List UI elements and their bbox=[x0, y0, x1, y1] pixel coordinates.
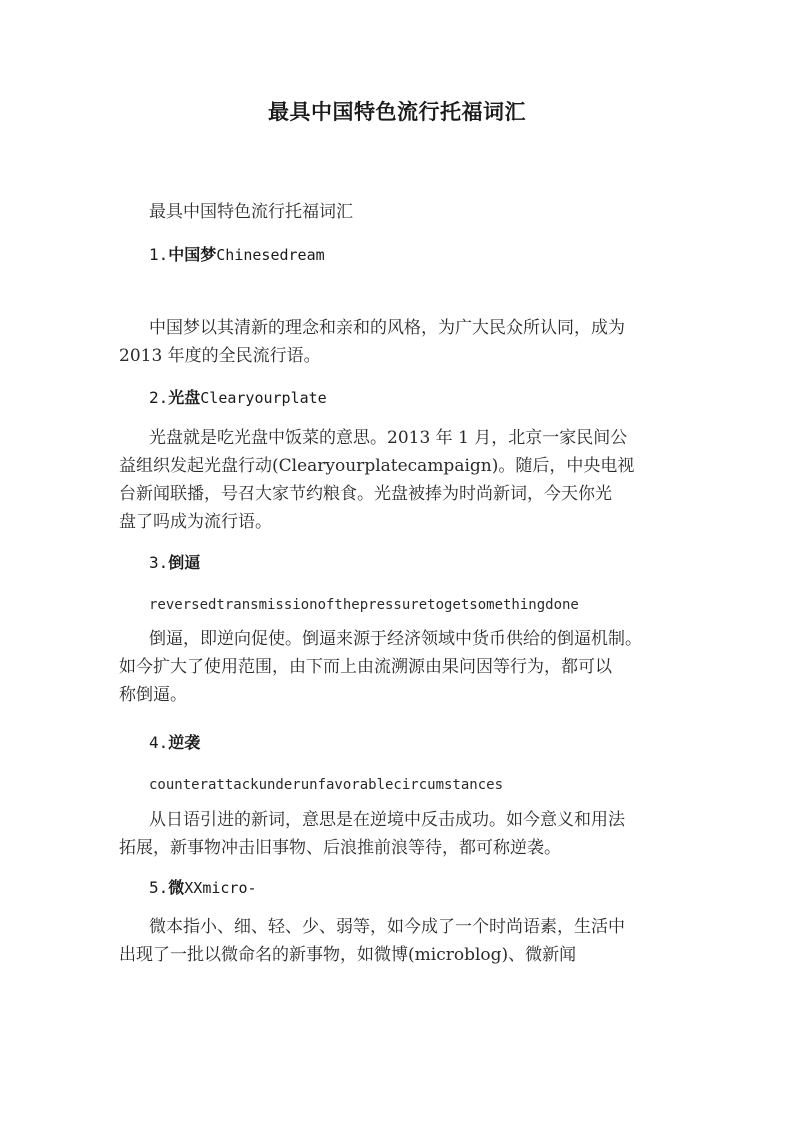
body-line: 2013 年度的全民流行语。 bbox=[119, 346, 321, 366]
section-number: 2. bbox=[149, 388, 169, 407]
section-heading-4 bbox=[149, 731, 200, 755]
page-title: 最具中国特色流行托福词汇 bbox=[268, 100, 526, 124]
section-heading-1 bbox=[149, 243, 325, 267]
section-term-zh: 微 bbox=[168, 878, 185, 897]
section-term-en: Clearyourplate bbox=[200, 389, 327, 407]
section-number: 4. bbox=[149, 733, 169, 752]
section-term-zh: 逆袭 bbox=[168, 733, 201, 752]
section-number: 3. bbox=[149, 553, 169, 572]
section-body-2 bbox=[119, 424, 679, 536]
body-line: 台新闻联播，号召大家节约粮食。光盘被捧为时尚新词，今天你光 bbox=[119, 484, 612, 504]
section-body-4 bbox=[119, 806, 679, 862]
section-body-5 bbox=[119, 913, 679, 969]
section-term-zh: 倒逼 bbox=[168, 553, 201, 572]
section-term-zh: 光盘 bbox=[168, 388, 201, 407]
body-line: 益组织发起光盘行动(Clearyourplatecampaign)。随后，中央电视 bbox=[119, 456, 635, 476]
section-heading-5 bbox=[149, 876, 257, 900]
body-line: 拓展，新事物冲击旧事物、后浪推前浪等待，都可称逆袭。 bbox=[119, 838, 561, 858]
section-term-en: XXmicro- bbox=[184, 879, 257, 897]
section-body-1 bbox=[119, 314, 679, 370]
section-heading-3 bbox=[149, 551, 200, 575]
body-line: 盘了吗成为流行语。 bbox=[119, 512, 272, 532]
body-line: 倒逼，即逆向促使。倒逼来源于经济领域中货币供给的倒逼机制。 bbox=[149, 629, 642, 649]
body-line: 光盘就是吃光盘中饭菜的意思。2013 年 1 月，北京一家民间公 bbox=[149, 428, 628, 448]
english-phrase-4: counterattackunderunfavorablecircumstances bbox=[149, 777, 504, 793]
body-line: 出现了一批以微命名的新事物，如微博(microblog)、微新闻 bbox=[119, 945, 577, 965]
body-line: 从日语引进的新词，意思是在逆境中反击成功。如今意义和用法 bbox=[149, 810, 625, 830]
section-term-en: Chinesedream bbox=[216, 246, 325, 264]
body-line: 微本指小、细、轻、少、弱等，如今成了一个时尚语素，生活中 bbox=[149, 917, 625, 937]
english-phrase-3: reversedtransmissionofthepressuretogetsomethingdone bbox=[149, 597, 579, 613]
body-line: 如今扩大了使用范围，由下而上由流溯源由果问因等行为，都可以 bbox=[119, 657, 612, 677]
section-heading-2 bbox=[149, 386, 327, 410]
section-term-zh: 中国梦 bbox=[168, 245, 217, 264]
body-line: 中国梦以其清新的理念和亲和的风格，为广大民众所认同，成为 bbox=[149, 318, 625, 338]
body-line: 称倒逼。 bbox=[119, 685, 187, 705]
section-body-3 bbox=[119, 625, 679, 709]
section-number: 5. bbox=[149, 878, 169, 897]
section-number: 1. bbox=[149, 245, 169, 264]
intro-line: 最具中国特色流行托福词汇 bbox=[149, 202, 353, 222]
